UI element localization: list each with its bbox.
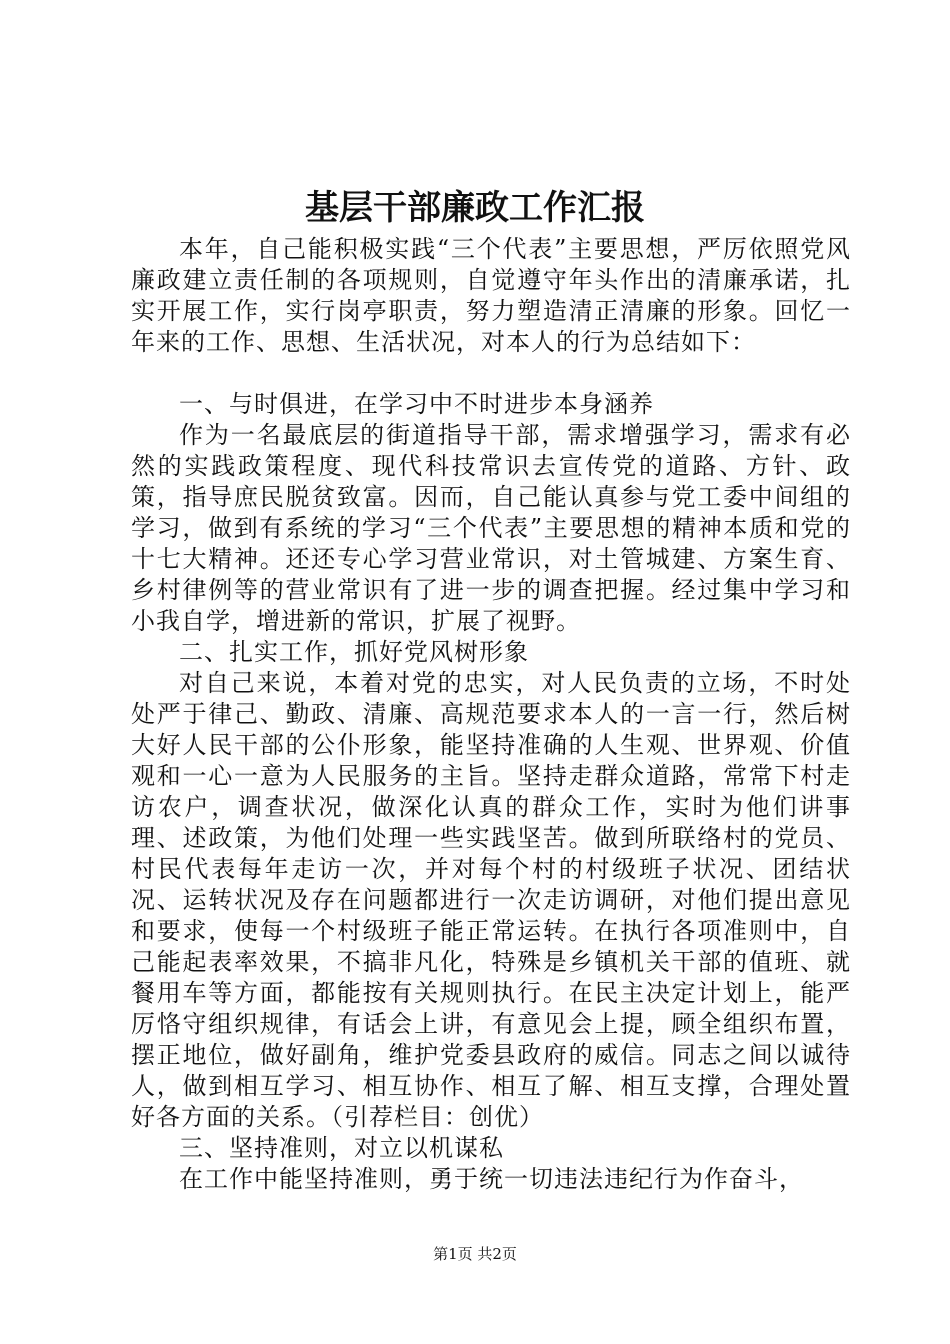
paragraph-intro: 本年，自己能积极实践“三个代表”主要思想，严厉依照党风廉政建立责任制的各项规则，自觉遵守年头作出的清廉承诺，扎实开展工作，实行岗亭职责，努力塑造清正清廉的形象。回忆一年来的工作、思想、生活状况，对本人的行为总结如下： — [131, 235, 851, 356]
paragraph-section-1: 作为一名最底层的街道指导干部，需求增强学习，需求有必然的实践政策程度、现代科技常识去宣传党的道路、方针、政策，指导庶民脱贫致富。因而，自己能认真参与党工委中间组的学习，做到有系统的学习“三个代表”主要思想的精神本质和党的十七大精神。还还专心学习营业常识，对土管城建、方案生育、乡村律例等的营业常识有了进一步的调查把握。经过集中学习和小我自学，增进新的常识，扩展了视野。 — [131, 421, 851, 635]
page-footer: 第1页 共2页 — [433, 1245, 517, 1263]
paragraph-section-3: 在工作中能坚持准则，勇于统一切违法违纪行为作奋斗， — [179, 1165, 804, 1193]
paragraph-section-2: 对自己来说，本着对党的忠实，对人民负责的立场，不时处处严于律己、勤政、清廉、高规范要求本人的一言一行，然后树大好人民干部的公仆形象，能坚持准确的人生观、世界观、价值观和一心一意为人民服务的主旨。坚持走群众道路，常常下村走访农户，调查状况，做深化认真的群众工作，实时为他们讲事理、述政策，为他们处理一些实践坚苦。做到所联络村的党员、村民代表每年走访一次，并对每个村的村级班子状况、团结状况、运转状况及存在问题都进行一次走访调研，对他们提出意见和要求，使每一个村级班子能正常运转。在执行各项准则中，自己能起表率效果，不搞非凡化，特殊是乡镇机关干部的值班、就餐用车等方面，都能按有关规则执行。在民主决定计划上，能严厉恪守组织规律，有话会上讲，有意见会上提，顾全组织布置，摆正地位，做好副角，维护党委县政府的威信。同志之间以诚待人，做到相互学习、相互协作、相互了解、相互支撑，合理处置好各方面的关系。（引荐栏目：创优） — [131, 669, 851, 1131]
document-title: 基层干部廉政工作汇报 — [305, 188, 645, 228]
section-heading-1: 一、与时俱进，在学习中不时进步本身涵养 — [179, 390, 654, 418]
document-body — [131, 234, 851, 1195]
section-heading-2: 二、扎实工作，抓好党风树形象 — [179, 638, 529, 666]
section-heading-3: 三、坚持准则，对立以机谋私 — [179, 1134, 504, 1162]
